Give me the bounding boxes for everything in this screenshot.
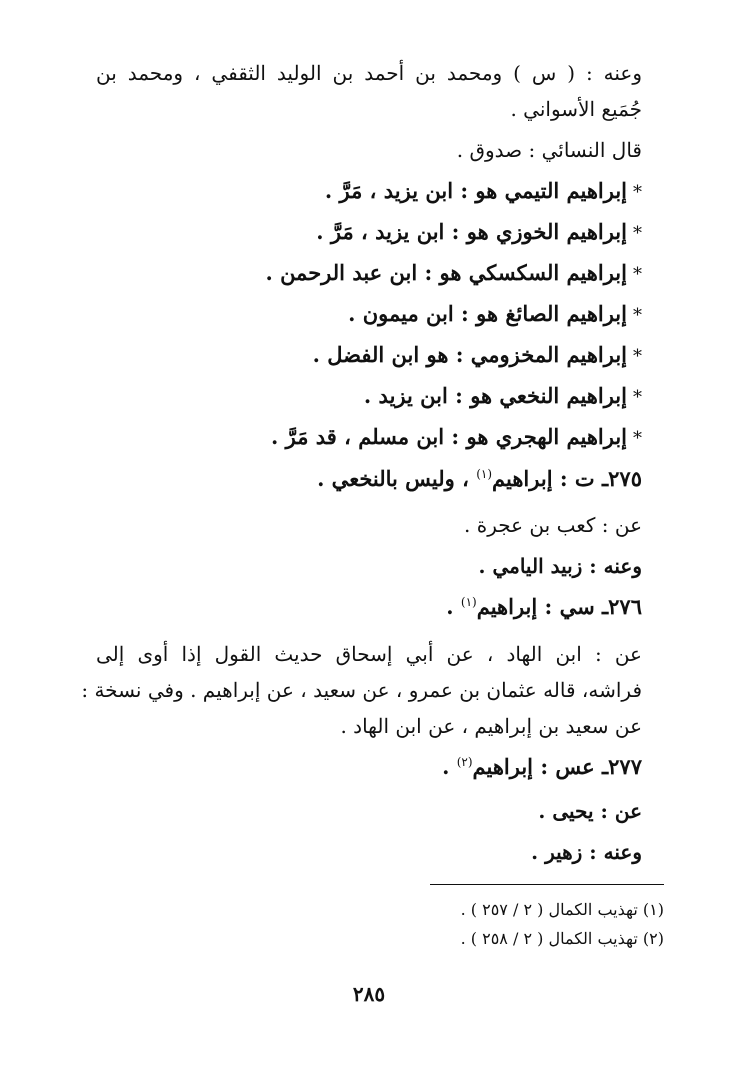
entry-heading-text: . bbox=[446, 594, 454, 619]
asterisk-icon: * bbox=[633, 182, 642, 203]
entry-text: إبراهيم السكسكي هو : ابن عبد الرحمن . bbox=[265, 260, 627, 285]
entry-text: إبراهيم التيمي هو : ابن يزيد ، مَرَّ . bbox=[324, 178, 627, 203]
text-line: قال النسائي : صدوق . bbox=[456, 138, 642, 162]
cross-reference-entry bbox=[96, 215, 642, 251]
cross-reference-entry bbox=[96, 420, 642, 456]
entry-text: إبراهيم الهجري هو : ابن مسلم ، قد مَرَّ . bbox=[270, 424, 627, 449]
cross-reference-entry bbox=[96, 174, 642, 210]
footnote: (١) تهذيب الكمال ( ٢ / ٢٥٧ ) . bbox=[460, 900, 664, 919]
asterisk-icon: * bbox=[633, 428, 642, 449]
footnote-mark: (٢) bbox=[456, 755, 473, 769]
text-line: وعنه : ( س ) ومحمد بن أحمد بن الوليد الثقفي ، ومحمد بن bbox=[96, 61, 642, 85]
entry-heading-text: ٢٧٧ـ عس : إبراهيم bbox=[472, 754, 642, 779]
text-line: عن : يحيى . bbox=[538, 799, 642, 823]
footnote-mark: (١) bbox=[476, 467, 493, 481]
text-line: عن سعيد بن إبراهيم ، عن ابن الهاد . bbox=[340, 714, 642, 738]
entry-heading-text: ، وليس بالنخعي . bbox=[317, 466, 469, 491]
asterisk-icon: * bbox=[633, 305, 642, 326]
entry-heading-275 bbox=[96, 462, 642, 496]
narrator-line: وعنه : زبيد اليامي . bbox=[478, 554, 642, 578]
entry-text: إبراهيم الصائغ هو : ابن ميمون . bbox=[348, 301, 627, 326]
cross-reference-entry bbox=[96, 256, 642, 292]
asterisk-icon: * bbox=[633, 387, 642, 408]
entry-heading-277 bbox=[96, 750, 642, 784]
cross-reference-entry bbox=[96, 297, 642, 333]
cross-reference-entry bbox=[96, 379, 642, 415]
text-line bbox=[96, 549, 642, 583]
asterisk-icon: * bbox=[633, 223, 642, 244]
entry-text: إبراهيم المخزومي : هو ابن الفضل . bbox=[312, 342, 627, 367]
asterisk-icon: * bbox=[633, 346, 642, 367]
text-line: عن : ابن الهاد ، عن أبي إسحاق حديث القول إذا أوى إلى bbox=[96, 642, 642, 666]
text-line: فراشه، قاله عثمان بن عمرو ، عن سعيد ، عن إبراهيم . وفي نسخة : bbox=[81, 678, 642, 702]
footnote-mark: (١) bbox=[460, 595, 477, 609]
asterisk-icon: * bbox=[633, 264, 642, 285]
entry-heading-text: ٢٧٦ـ سي : إبراهيم bbox=[476, 594, 642, 619]
text-line: جُمَيع الأسواني . bbox=[510, 97, 642, 121]
entry-text: إبراهيم النخعي هو : ابن يزيد . bbox=[363, 383, 627, 408]
entry-heading-text: . bbox=[442, 754, 450, 779]
page-number: ٢٨٥ bbox=[352, 982, 386, 1006]
cross-reference-entry bbox=[96, 338, 642, 374]
entry-text: إبراهيم الخوزي هو : ابن يزيد ، مَرَّ . bbox=[316, 219, 627, 244]
entry-heading-276 bbox=[96, 590, 642, 624]
text-line: عن : كعب بن عجرة . bbox=[464, 513, 642, 537]
entry-heading-text: ٢٧٥ـ ت : إبراهيم bbox=[492, 466, 642, 491]
footnote: (٢) تهذيب الكمال ( ٢ / ٢٥٨ ) . bbox=[460, 929, 664, 948]
footnote-separator bbox=[430, 884, 664, 885]
text-line: وعنه : زهير . bbox=[531, 840, 642, 864]
